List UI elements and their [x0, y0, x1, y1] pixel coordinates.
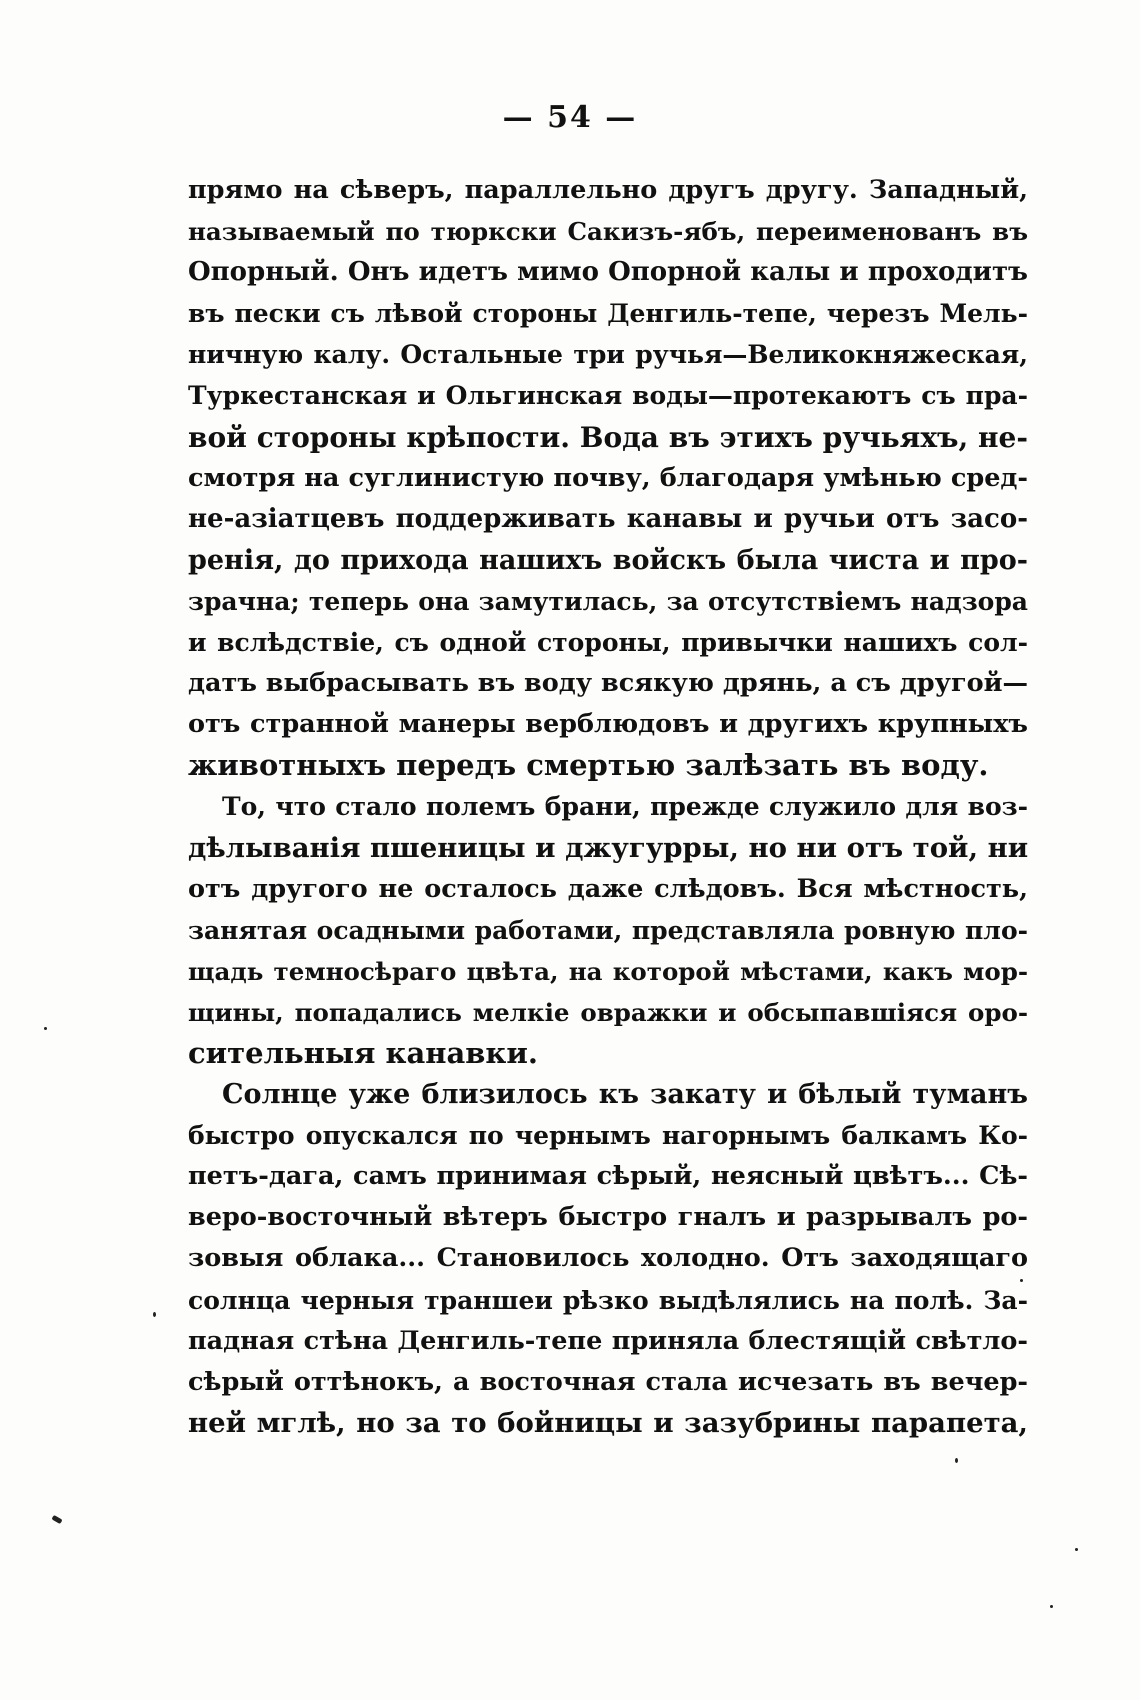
text-line: быстро опускался по чернымъ нагорнымъ балкамъ Ко- [188, 1121, 1028, 1151]
scan-speck [51, 1515, 62, 1524]
scan-speck [1020, 1279, 1023, 1282]
scan-speck [1075, 1548, 1078, 1551]
text-line: датъ выбрасывать въ воду всякую дрянь, а съ другой— [188, 668, 1028, 699]
scan-speck [44, 1027, 47, 1030]
text-line: занятая осадными работами, представляла ровную пло- [188, 915, 1028, 945]
text-line: въ пески съ лѣвой стороны Денгиль-тепе, черезъ Мель- [188, 299, 1028, 329]
paragraph-2 [188, 786, 1028, 1074]
text-line: зрачна; теперь она замутилась, за отсутствіемъ надзора [188, 586, 1028, 616]
text-line: отъ другого не осталось даже слѣдовъ. Вся мѣстность, [188, 873, 1028, 904]
scan-speck [153, 1312, 156, 1317]
body-text [188, 170, 1028, 1444]
scan-speck [955, 1458, 958, 1463]
page-number: — 54 — [502, 100, 638, 135]
text-line: прямо на сѣверъ, параллельно другъ другу. Западный, [188, 175, 1028, 205]
text-line: отъ странной манеры верблюдовъ и другихъ крупныхъ [188, 709, 1028, 740]
text-line: смотря на суглинистую почву, благодаря умѣнью сред- [188, 462, 1028, 493]
text-line: ней мглѣ, но за то бойницы и зазубрины парапета, [188, 1406, 1028, 1439]
text-line: ничную калу. Остальные три ручья—Великокняжеская, [188, 340, 1028, 370]
text-line: петъ-дага, самъ принимая сѣрый, неясный цвѣтъ... Сѣ- [188, 1161, 1028, 1192]
text-line: ренія, до прихода нашихъ войскъ была чиста и про- [188, 544, 1028, 576]
text-line: Солнце уже близилось къ закату и бѣлый туманъ [222, 1079, 1028, 1111]
text-line: Опорный. Онъ идетъ мимо Опорной калы и проходитъ [188, 257, 1028, 288]
text-line: животныхъ передъ смертью залѣзать въ воду. [188, 748, 989, 783]
paragraph-1 [188, 170, 1028, 786]
text-line: сѣрый оттѣнокъ, а восточная стала исчезать въ вечер- [188, 1366, 1028, 1397]
text-line: вой стороны крѣпости. Вода въ этихъ ручьяхъ, не- [188, 420, 1028, 454]
text-line: То, что стало полемъ брани, прежде служило для воз- [222, 792, 1028, 822]
scan-speck [1050, 1605, 1053, 1608]
text-line: щадь темносѣраго цвѣта, на которой мѣстами, какъ мор- [188, 956, 1028, 986]
text-line: Туркестанская и Ольгинская воды—протекаютъ съ пра- [188, 381, 1028, 411]
text-line: зовыя облака... Становилось холодно. Отъ заходящаго [188, 1243, 1028, 1274]
text-line: падная стѣна Денгиль-тепе приняла блестящій свѣтло- [188, 1325, 1028, 1356]
text-line: и вслѣдствіе, съ одной стороны, привычки нашихъ сол- [188, 628, 1028, 658]
text-line: дѣлыванія пшеницы и джугурры, но ни отъ той, ни [188, 831, 1029, 864]
text-line: солнца черныя траншеи рѣзко выдѣлялись на полѣ. За- [188, 1285, 1028, 1315]
text-line: веро-восточный вѣтеръ быстро гналъ и разрывалъ ро- [188, 1202, 1028, 1233]
text-line: сительныя канавки. [188, 1035, 538, 1070]
paragraph-3 [188, 1074, 1028, 1444]
text-line: называемый по тюркски Сакизъ-ябъ, переименованъ въ [188, 217, 1028, 247]
text-line: не-азіатцевъ поддерживать канавы и ручьи отъ засо- [188, 503, 1028, 534]
text-line: щины, попадались мелкіе овражки и обсыпавшіяся оро- [188, 997, 1028, 1027]
